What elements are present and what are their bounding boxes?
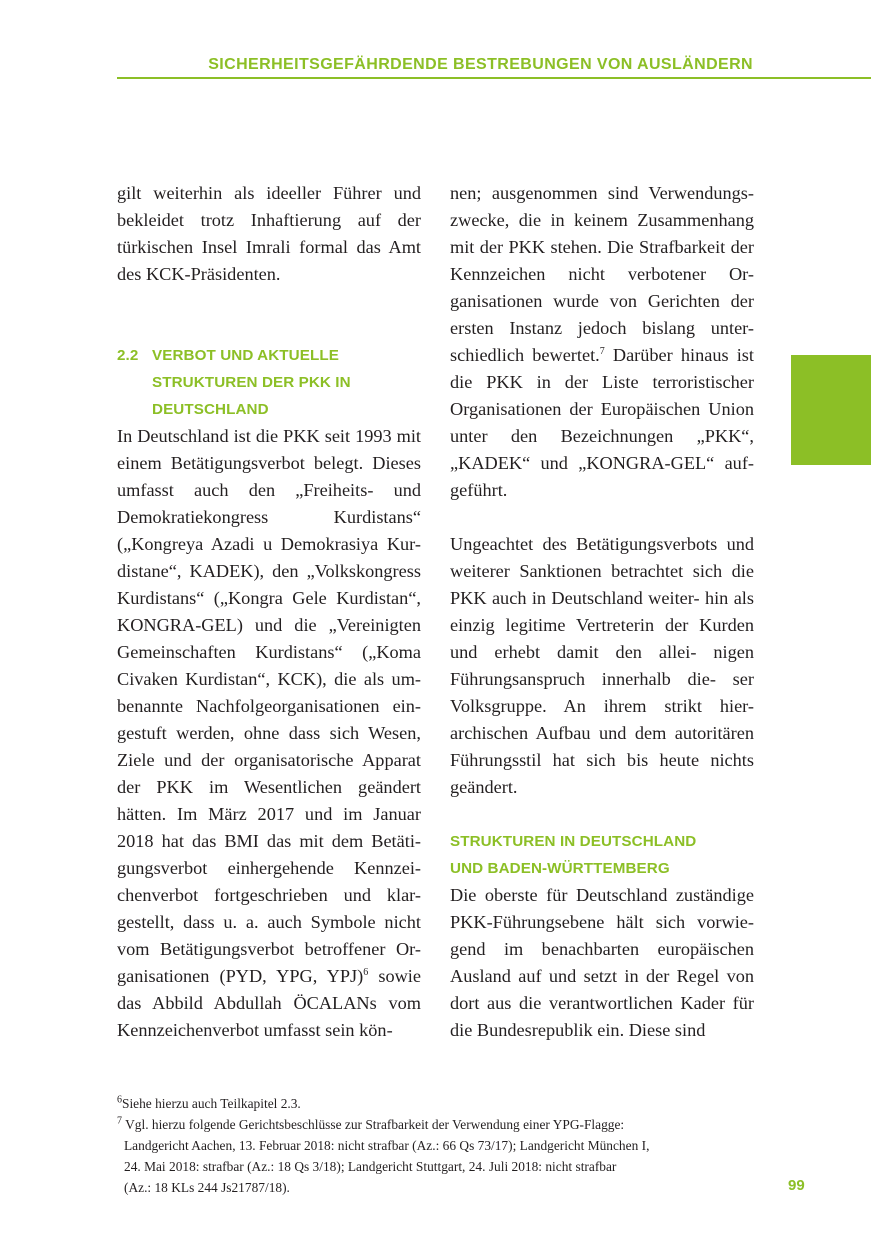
running-header <box>117 56 871 78</box>
subheading <box>450 828 754 882</box>
body-text-continued: sowie das Abbild Abdullah ÖCALANs vom Kennzeichenverbot umfasst sein kön- <box>117 966 421 1040</box>
spacer <box>450 801 754 828</box>
subheading-line1: STRUKTUREN IN DEUTSCHLAND <box>450 833 697 850</box>
chapter-thumb-tab <box>791 355 871 465</box>
body-text: In Deutschland ist die PKK seit 1993 mit einem Betätigungsverbot belegt. Dieses umfasst auch den „Freiheits- und Demokratiekongress Kurdistans“ („Kongreya Azadi u Demokrasiya Kur- distane“, KADEK), den „Volkskongress Kurdistans“ („Kongra Gele Kurdistan“, KONGRA-GEL) und die „Vereinigten Gemeinschaften Kurdistans“ („Koma Civaken Kurdistan“, KCK), die als um- benannte Nachfolgeorganisationen ein- gestuft werden, ohne dass sich Wesen, Ziele und der organisatorische Apparat der PKK im Wesentlichen geändert hätten. Im März 2017 und im Januar 2018 hat das BMI das mit dem Betäti- gungsverbot einhergehende Kennzei- chenverbot fortgeschrieben und klar- gestellt, dass u. a. auch Symbole nicht vom Betätigungsverbot betroffener Or- ganisationen (PYD, YPG, YPJ) <box>117 426 421 986</box>
header-rule <box>117 77 871 79</box>
spacer <box>450 504 754 531</box>
footnote-number: 6 <box>117 1094 122 1106</box>
footnote-ref-6: 6 <box>363 966 369 978</box>
body-paragraph-3: Die oberste für Deutschland zuständige PKK-Führungsebene hält sich vorwie- gend im benachbarten europäischen Ausland auf und setzt in der Regel von dort aus die verantwortlichen Kader für die Bundesrepublik ein. Diese sind <box>450 885 754 1040</box>
section-heading-line3: DEUTSCHLAND <box>152 401 269 418</box>
footnote-number: 7 <box>117 1115 122 1127</box>
spacer <box>117 288 421 342</box>
footnote-text: Vgl. hierzu folgende Gerichtsbeschlüsse zur Strafbarkeit der Verwendung einer YPG-Flagge: <box>125 1117 625 1132</box>
body-text-continued: Darüber hinaus ist die PKK in der Liste terroristischer Organisationen der Europäischen Union unter den Bezeichnungen „PKK“, „KADEK“ und „KONGRA-GEL“ auf- geführt. <box>450 345 754 500</box>
left-column <box>117 180 421 1044</box>
subheading-line2: UND BADEN-WÜRTTEMBERG <box>450 860 670 877</box>
footnote-7-line2: Landgericht Aachen, 13. Februar 2018: nicht strafbar (Az.: 66 Qs 73/17); Landgericht München I, <box>124 1138 650 1153</box>
header-title: SICHERHEITSGEFÄHRDENDE BESTREBUNGEN VON AUSLÄNDERN <box>208 56 753 73</box>
intro-paragraph: gilt weiterhin als ideeller Führer und bekleidet trotz Inhaftierung auf der türkischen Insel Imrali formal das Amt des KCK-Präsidenten. <box>117 183 421 284</box>
footnote-6 <box>117 1093 757 1114</box>
footnotes <box>117 1093 757 1198</box>
section-heading-line2: STRUKTUREN DER PKK IN <box>152 374 351 391</box>
body-text: nen; ausgenommen sind Verwendungs- zwecke, die in keinem Zusammenhang mit der PKK stehen. Die Strafbarkeit der Kennzeichen nicht verbotener Or- ganisationen wurde von Gerichten der ersten Instanz jedoch bislang unter- schiedlich bewertet. <box>450 183 754 365</box>
footnote-text: Siehe hierzu auch Teilkapitel 2.3. <box>122 1096 301 1111</box>
body-paragraph <box>450 180 754 504</box>
footnote-ref-7: 7 <box>599 345 605 357</box>
section-heading <box>117 342 421 423</box>
body-paragraph-2: Ungeachtet des Betätigungsverbots und weiterer Sanktionen betrachtet sich die PKK auch in Deutschland weiter- hin als einzig legitime Vertreterin der Kurden und erhebt damit den allei- nigen Führungsanspruch innerhalb die- ser Volksgruppe. An ihrem strikt hier- archischen Aufbau und dem autoritären Führungsstil hat sich bis heute nichts geändert. <box>450 534 754 797</box>
body-paragraph <box>117 423 421 1044</box>
right-column <box>450 180 754 1044</box>
section-heading-line1: VERBOT UND AKTUELLE <box>152 347 339 364</box>
footnote-7 <box>117 1114 757 1135</box>
page-number: 99 <box>788 1177 805 1194</box>
footnote-7-line4: (Az.: 18 KLs 244 Js21787/18). <box>124 1180 290 1195</box>
section-number: 2.2 <box>117 347 139 364</box>
footnote-7-line3: 24. Mai 2018: strafbar (Az.: 18 Qs 3/18); Landgericht Stuttgart, 24. Juli 2018: nicht strafbar <box>124 1159 617 1174</box>
